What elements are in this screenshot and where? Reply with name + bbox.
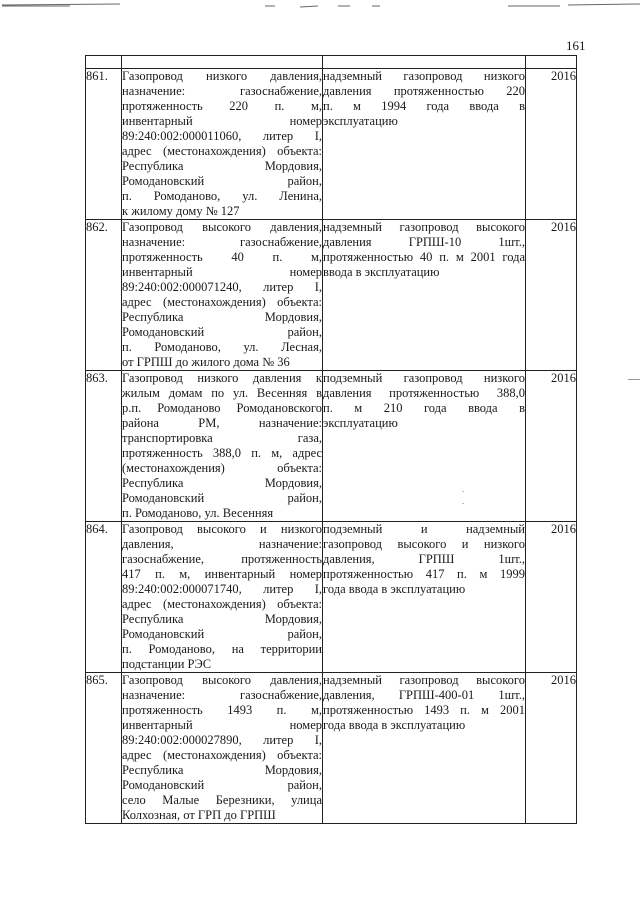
object-name-line: Колхозная, от ГРП до ГРПШ	[122, 808, 276, 822]
object-name-line: транспортировка газа,	[122, 431, 322, 445]
object-description-line: эксплуатацию	[323, 114, 398, 128]
page-number: 161	[566, 38, 586, 53]
object-name-line: давления, назначение:	[122, 537, 322, 551]
header-cell	[526, 56, 577, 69]
object-name-line: к жилому дому № 127	[122, 204, 240, 218]
object-description-line: протяженностью 1493 п. м 2001	[323, 703, 525, 717]
object-name-line: Ромодановский район,	[122, 491, 322, 505]
object-description-cell	[323, 371, 526, 522]
row-number: 864.	[86, 522, 122, 673]
object-name-line: Республика Мордовия,	[122, 159, 322, 173]
object-name-line: Газопровод низкого давления к	[122, 371, 322, 385]
object-description-line: п. м 210 года ввода в	[323, 401, 525, 415]
object-name-line: Газопровод высокого давления,	[122, 673, 322, 687]
object-name-line: 89:240:002:000027890, литер I,	[122, 733, 322, 747]
object-name-line: назначение: газоснабжение,	[122, 235, 322, 249]
object-name-line: инвентарный номер	[122, 114, 322, 128]
object-name-line: Газопровод низкого давления,	[122, 69, 322, 83]
object-description-line: надземный газопровод низкого	[323, 69, 525, 83]
object-name-line: Ромодановский район,	[122, 778, 322, 792]
object-name-line: жилым домам по ул. Весенняя в	[122, 386, 322, 400]
object-name-cell	[122, 371, 323, 522]
object-name-line: адрес (местонахождения) объекта:	[122, 144, 322, 158]
object-name-line: подстанции РЭС	[122, 657, 212, 671]
object-description-line: протяженностью 417 п. м 1999	[323, 567, 525, 581]
object-description-cell	[323, 673, 526, 824]
object-name-line: протяженность 220 п. м,	[122, 99, 322, 113]
object-description-line: давления протяженностью 388,0	[323, 386, 525, 400]
object-name-cell	[122, 673, 323, 824]
object-name-cell	[122, 69, 323, 220]
object-name-line: Республика Мордовия,	[122, 310, 322, 324]
margin-mark	[628, 379, 640, 380]
object-name-line: протяженность 388,0 п. м, адрес	[122, 446, 322, 460]
object-description-cell	[323, 522, 526, 673]
object-name-line: п. Ромоданово, ул. Весенняя	[122, 506, 274, 520]
header-cell	[86, 56, 122, 69]
object-name-line: адрес (местонахождения) объекта:	[122, 748, 322, 762]
object-name-line: Республика Мордовия,	[122, 476, 322, 490]
object-description-line: эксплуатацию	[323, 416, 398, 430]
table-header-row	[86, 56, 577, 69]
object-name-line: района РМ, назначение:	[122, 416, 322, 430]
object-name-line: инвентарный номер	[122, 265, 322, 279]
object-name-line: п. Ромоданово, на территории	[122, 642, 322, 656]
object-description-line: п. м 1994 года ввода в	[323, 99, 525, 113]
object-name-line: протяженность 40 п. м,	[122, 250, 322, 264]
object-description-line: давления ГРПШ-10 1шт.,	[323, 235, 525, 249]
object-description-line: давления протяженностью 220	[323, 84, 525, 98]
object-description-line: давления, ГРПШ-400-01 1шт.,	[323, 688, 525, 702]
scan-speck	[462, 503, 464, 504]
object-name-cell	[122, 522, 323, 673]
row-number: 863.	[86, 371, 122, 522]
object-name-line: Республика Мордовия,	[122, 612, 322, 626]
object-description-line: давления, ГРПШ 1шт.,	[323, 552, 525, 566]
object-name-line: р.п. Ромоданово Ромодановского	[122, 401, 322, 415]
object-name-line: 89:240:002:000071240, литер I,	[122, 280, 322, 294]
object-description-line: подземный газопровод низкого	[323, 371, 525, 385]
object-name-line: (местонахождения) объекта:	[122, 461, 322, 475]
object-description-line: газопровод высокого и низкого	[323, 537, 525, 551]
scan-edge-artifacts	[0, 0, 640, 14]
object-name-line: от ГРПШ до жилого дома № 36	[122, 355, 290, 369]
object-description-line: года ввода в эксплуатацию	[323, 582, 466, 596]
row-number: 861.	[86, 69, 122, 220]
row-number: 862.	[86, 220, 122, 371]
object-name-line: Ромодановский район,	[122, 627, 322, 641]
object-description-cell	[323, 69, 526, 220]
table-row	[86, 371, 577, 522]
table-row	[86, 69, 577, 220]
table-row	[86, 522, 577, 673]
object-name-line: Республика Мордовия,	[122, 763, 322, 777]
year-cell: 2016	[526, 371, 577, 522]
year-cell: 2016	[526, 522, 577, 673]
year-cell: 2016	[526, 69, 577, 220]
table-row	[86, 673, 577, 824]
table-body	[86, 69, 577, 824]
object-description-line: надземный газопровод высокого	[323, 673, 525, 687]
object-name-line: инвентарный номер	[122, 718, 322, 732]
object-name-line: 89:240:002:000011060, литер I,	[122, 129, 322, 143]
scan-speck	[462, 491, 464, 492]
object-description-cell	[323, 220, 526, 371]
year-cell: 2016	[526, 673, 577, 824]
object-name-line: п. Ромоданово, ул. Лесная,	[122, 340, 322, 354]
object-name-line: Ромодановский район,	[122, 174, 322, 188]
object-name-line: адрес (местонахождения) объекта:	[122, 295, 322, 309]
object-name-line: 89:240:002:000071740, литер I,	[122, 582, 322, 596]
object-name-line: село Малые Березники, улица	[122, 793, 322, 807]
year-cell: 2016	[526, 220, 577, 371]
object-name-line: назначение: газоснабжение,	[122, 688, 322, 702]
object-description-line: протяженностью 40 п. м 2001 года	[323, 250, 525, 264]
object-name-line: Газопровод высокого и низкого	[122, 522, 322, 536]
object-name-line: 417 п. м, инвентарный номер	[122, 567, 322, 581]
object-name-cell	[122, 220, 323, 371]
header-cell	[122, 56, 323, 69]
object-name-line: Ромодановский район,	[122, 325, 322, 339]
object-description-line: подземный и надземный	[323, 522, 525, 536]
registry-table	[85, 55, 577, 824]
object-name-line: протяженность 1493 п. м,	[122, 703, 322, 717]
object-name-line: п. Ромоданово, ул. Ленина,	[122, 189, 322, 203]
object-description-line: ввода в эксплуатацию	[323, 265, 440, 279]
row-number: 865.	[86, 673, 122, 824]
table-row	[86, 220, 577, 371]
object-name-line: назначение: газоснабжение,	[122, 84, 322, 98]
header-cell	[323, 56, 526, 69]
object-name-line: Газопровод высокого давления,	[122, 220, 322, 234]
object-name-line: адрес (местонахождения) объекта:	[122, 597, 322, 611]
object-description-line: надземный газопровод высокого	[323, 220, 525, 234]
object-description-line: года ввода в эксплуатацию	[323, 718, 466, 732]
object-name-line: газоснабжение, протяженность	[122, 552, 322, 566]
